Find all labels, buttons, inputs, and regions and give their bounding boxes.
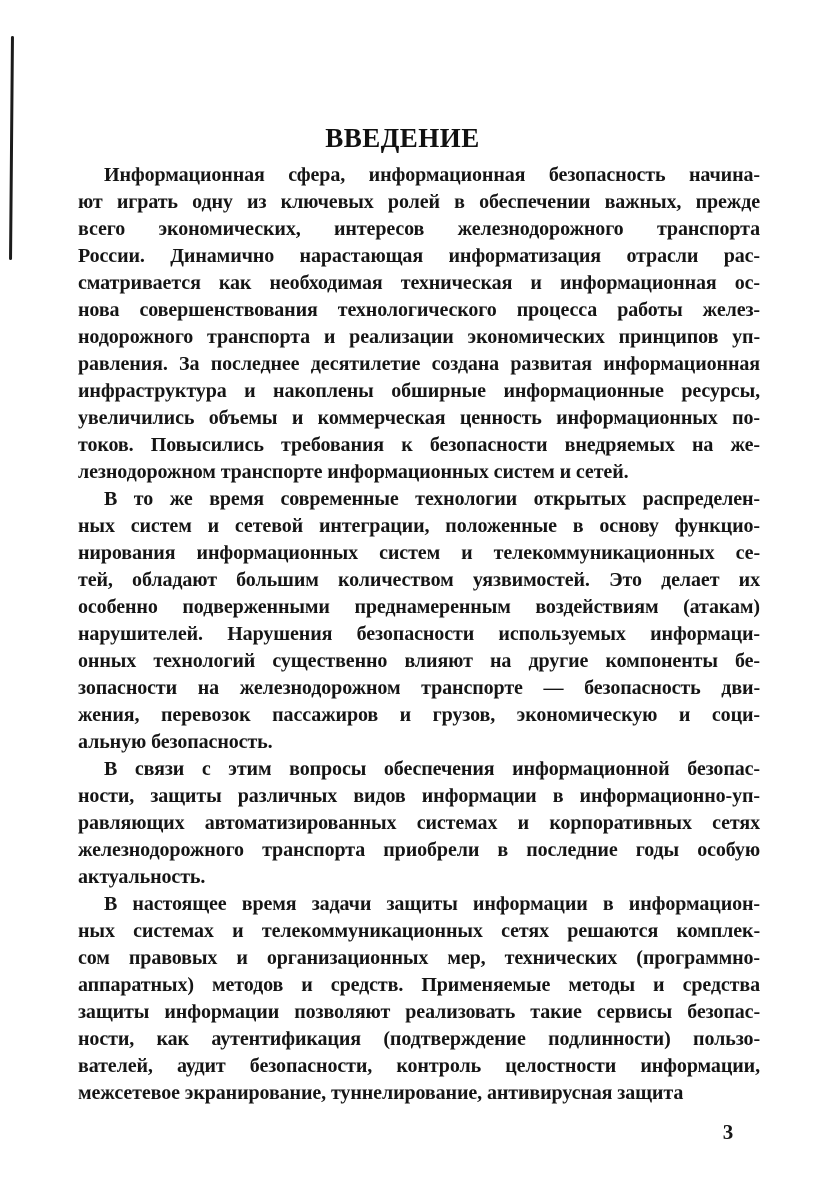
text-line: ют играть одну из ключевых ролей в обеспечении важных, прежде	[78, 191, 760, 213]
text-line: токов. Повысились требования к безопасности внедряемых на же-	[78, 434, 760, 456]
text-line: ных систем и сетевой интеграции, положенные в основу функцио-	[78, 515, 760, 537]
text-line: всего экономических, интересов железнодорожного транспорта	[78, 218, 760, 240]
text-line: межсетевое экранирование, туннелирование, антивирусная защита	[78, 1082, 684, 1104]
text-line: нодорожного транспорта и реализации экономических принципов уп-	[78, 326, 760, 348]
text-line: инфраструктура и накоплены обширные информационные ресурсы,	[78, 380, 760, 402]
text-line: защиты информации позволяют реализовать такие сервисы безопас-	[78, 1001, 760, 1023]
text-line: вателей, аудит безопасности, контроль целостности информации,	[78, 1055, 760, 1077]
text-line: увеличились объемы и коммерческая ценность информационных по-	[78, 407, 760, 429]
text-line: В связи с этим вопросы обеспечения информационной безопас-	[104, 758, 760, 780]
text-line: ности, как аутентификация (подтверждение подлинности) пользо-	[78, 1028, 760, 1050]
chapter-title: ВВЕДЕНИЕ	[325, 123, 480, 154]
text-line: железнодорожного транспорта приобрели в последние годы особую	[78, 839, 760, 861]
text-line: России. Динамично нарастающая информатизация отрасли рас-	[78, 245, 760, 267]
text-line: сматривается как необходимая техническая и информационная ос-	[78, 272, 760, 294]
text-line: нарушителей. Нарушения безопасности используемых информаци-	[78, 623, 760, 645]
text-line: актуальность.	[78, 866, 206, 888]
text-body	[78, 162, 760, 1107]
paragraph	[78, 486, 760, 756]
text-line: особенно подверженными преднамеренным воздействиям (атакам)	[78, 596, 760, 618]
paragraph	[78, 756, 760, 891]
text-line: Информационная сфера, информационная безопасность начина-	[104, 164, 760, 186]
text-line: тей, обладают большим количеством уязвимостей. Это делает их	[78, 569, 760, 591]
paragraph	[78, 891, 760, 1107]
text-line: нирования информационных систем и телекоммуникационных се-	[78, 542, 760, 564]
text-line: сом правовых и организационных мер, технических (программно-	[78, 947, 760, 969]
text-line: ных системах и телекоммуникационных сетях решаются комплек-	[78, 920, 760, 942]
text-line: альную безопасность.	[78, 731, 273, 753]
text-line: лезнодорожном транспорте информационных систем и сетей.	[78, 461, 629, 483]
text-line: В настоящее время задачи защиты информации в информацион-	[104, 893, 760, 915]
text-line: В то же время современные технологии открытых распределен-	[104, 488, 760, 510]
text-line: равления. За последнее десятилетие создана развитая информационная	[78, 353, 760, 375]
text-line: зопасности на железнодорожном транспорте — безопасность дви-	[78, 677, 760, 699]
text-line: нова совершенствования технологического процесса работы желез-	[78, 299, 760, 321]
page-number: 3	[722, 1120, 734, 1144]
paragraph	[78, 162, 760, 486]
text-line: аппаратных) методов и средств. Применяемые методы и средства	[78, 974, 760, 996]
text-line: онных технологий существенно влияют на другие компоненты бе-	[78, 650, 760, 672]
text-line: жения, перевозок пассажиров и грузов, экономическую и соци-	[78, 704, 760, 726]
text-line: ности, защиты различных видов информации в информационно-уп-	[78, 785, 760, 807]
text-line: равляющих автоматизированных системах и корпоративных сетях	[78, 812, 760, 834]
